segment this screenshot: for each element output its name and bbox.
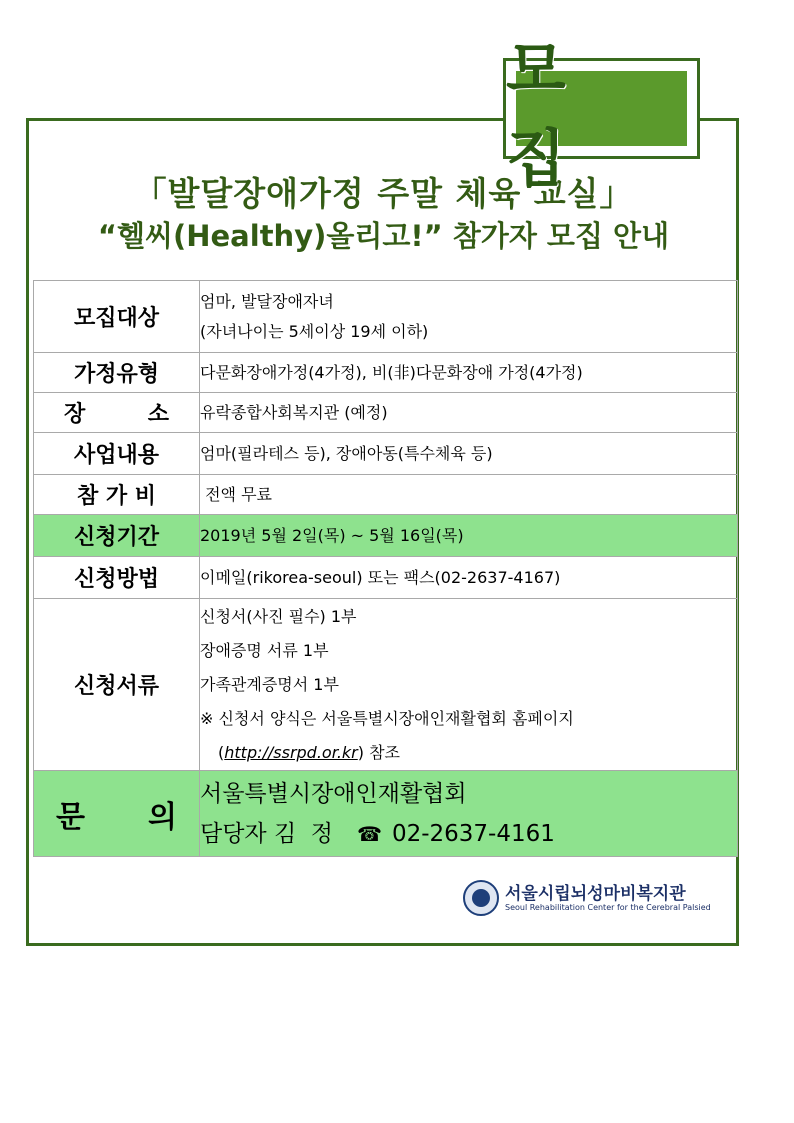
logo-name-en: Seoul Rehabilitation Center for the Cerebral Palsied xyxy=(505,903,711,912)
value-line: (자녀나이는 5세이상 19세 이하) xyxy=(200,321,429,341)
row-label: 신청방법 xyxy=(34,557,200,599)
row-value: 이메일(rikorea-seoul) 또는 팩스(02-2637-4167) xyxy=(200,557,738,599)
value-line: 엄마, 발달장애자녀 xyxy=(200,291,334,311)
logo-name-ko: 서울시립뇌성마비복지관 xyxy=(505,884,686,904)
contact-phone: 02-2637-4161 xyxy=(391,820,555,847)
label-char: 의 xyxy=(148,799,177,835)
row-value: 전액 무료 xyxy=(200,475,738,515)
title-line-2: “헬씨(Healthy)올리고!” 참가자 모집 안내 xyxy=(97,219,670,253)
label-char: 문 xyxy=(56,799,85,835)
row-label: 사업내용 xyxy=(34,433,200,475)
contact-org: 서울특별시장애인재활협회 xyxy=(200,780,467,807)
row-contact xyxy=(34,771,738,857)
row-value xyxy=(200,599,738,771)
row-family-type xyxy=(34,353,738,393)
row-value: 유락종합사회복지관 (예정) xyxy=(200,393,738,433)
value-line: ※ 신청서 양식은 서울특별시장애인재활협회 홈페이지 xyxy=(200,708,574,728)
row-value: 2019년 5월 2일(목) ~ 5월 16일(목) xyxy=(200,515,738,557)
row-value: 엄마(필라테스 등), 장애아동(특수체육 등) xyxy=(200,433,738,475)
label-char: 장 xyxy=(64,402,86,427)
row-value xyxy=(200,281,738,353)
row-label xyxy=(34,393,200,433)
badge-text: 모 집 xyxy=(506,32,592,195)
row-target xyxy=(34,281,738,353)
link-suffix: ) 참조 xyxy=(357,742,400,762)
row-value: 다문화장애가정(4가정), 비(非)다문화장애 가정(4가정) xyxy=(200,353,738,393)
row-location xyxy=(34,393,738,433)
contact-value xyxy=(200,771,738,857)
row-documents xyxy=(34,599,738,771)
value-line: 장애증명 서류 1부 xyxy=(200,640,329,660)
row-fee xyxy=(34,475,738,515)
row-label: 가정유형 xyxy=(34,353,200,393)
row-label: 참 가 비 xyxy=(34,475,200,515)
homepage-link[interactable]: http://ssrpd.or.kr xyxy=(224,742,358,762)
contact-person-line xyxy=(200,814,737,854)
contact-label xyxy=(34,771,200,857)
row-program xyxy=(34,433,738,475)
row-label: 신청기간 xyxy=(34,515,200,557)
info-table xyxy=(33,280,738,857)
title-line-1: 「발달장애가정 주말 체육 교실」 xyxy=(133,174,634,213)
row-method xyxy=(34,557,738,599)
center-logo xyxy=(463,877,711,922)
link-prefix: ( xyxy=(218,742,225,762)
label-char: 소 xyxy=(147,402,169,427)
telephone-icon: ☎ xyxy=(357,821,382,846)
value-line: 가족관계증명서 1부 xyxy=(200,674,339,694)
row-label: 모집대상 xyxy=(34,281,200,353)
seal-icon xyxy=(463,880,499,916)
recruitment-badge xyxy=(503,32,700,195)
row-label: 신청서류 xyxy=(34,599,200,771)
contact-person: 담당자 김 정 xyxy=(200,820,334,847)
value-line xyxy=(200,736,737,770)
value-line: 신청서(사진 필수) 1부 xyxy=(200,606,357,626)
row-period xyxy=(34,515,738,557)
